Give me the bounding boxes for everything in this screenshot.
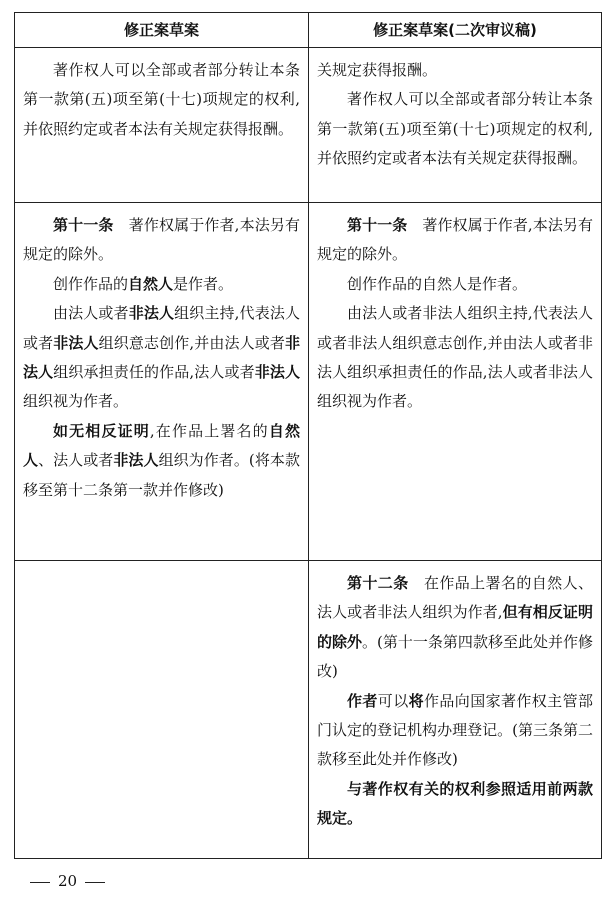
text-run: 可以 <box>377 691 409 710</box>
header-col-second-review: 修正案草案(二次审议稿) <box>309 13 602 48</box>
bold-run: 但有相反证明的除外 <box>317 603 593 651</box>
text-run: 。(第十一条第四款移至此处并作修改) <box>317 632 593 681</box>
bold-run: 如无相反证明 <box>53 421 150 440</box>
bold-run: 非法人 <box>53 333 99 352</box>
paragraph: 创作作品的自然人是作者。 <box>347 274 528 293</box>
article-text: 著作权属于作者,本法另有规定的除外。 <box>317 216 593 264</box>
text-run: 、法人或者 <box>38 451 114 470</box>
row3-left-cell-empty <box>15 561 309 859</box>
bold-run: 非法人 <box>23 333 300 382</box>
text-run: 组织意志创作,并由法人或者 <box>98 333 285 352</box>
header-row <box>15 13 602 48</box>
row1-left-paragraph: 著作权人可以全部或者部分转让本条第一款第(五)项至第(十七)项规定的权利,并依照约定或者本法有关规定获得报酬。 <box>23 61 300 138</box>
footer-dash-left <box>30 882 50 883</box>
text-run: 组织主持,代表法人或者 <box>23 304 300 352</box>
paragraph <box>317 775 593 834</box>
row1-right-paragraph: 著作权人可以全部或者部分转让本条第一款第(五)项至第(十七)项规定的权利,并依照约定或者本法有关规定获得报酬。 <box>317 90 593 168</box>
table-row <box>15 48 602 203</box>
article-label: 第十一条 <box>53 216 114 234</box>
article-12-paragraph <box>317 569 593 687</box>
comparison-table <box>14 12 602 859</box>
row2-right-cell <box>309 203 602 561</box>
row3-right-cell <box>309 561 602 859</box>
text-run: 组织视为作者。 <box>23 392 129 411</box>
bold-run: 非法人 <box>254 363 300 382</box>
paragraph <box>23 299 300 417</box>
article-text: 著作权属于作者,本法另有规定的除外。 <box>23 216 300 264</box>
bold-run: 自然人 <box>23 421 300 470</box>
text-run: 创作作品的 <box>53 274 129 293</box>
text-run: 作品向国家著作权主管部门认定的登记机构办理登记。(第三条第二款移至此处并作修改) <box>317 691 593 769</box>
row1-right-cell <box>309 48 602 203</box>
page-number: 20 <box>58 872 78 890</box>
row1-right-continuation: 关规定获得报酬。 <box>317 61 438 79</box>
bold-run: 非法人 <box>113 451 159 470</box>
text-run: 组织承担责任的作品,法人或者 <box>53 363 255 382</box>
paragraph <box>23 417 300 505</box>
text-run: 组织为作者。(将本款移至第十二条第一款并作修改) <box>23 451 300 499</box>
article-label: 第十二条 <box>347 574 409 592</box>
bold-run: 作者 <box>347 691 378 710</box>
bold-run: 自然人 <box>128 274 174 293</box>
paragraph: 由法人或者非法人组织主持,代表法人或者非法人组织意志创作,并由法人或者非法人组织承担责任的作品,法人或者非法人组织视为作者。 <box>317 304 593 411</box>
row1-left-cell <box>15 48 309 203</box>
text-run: ,在作品上署名的 <box>149 421 269 440</box>
text-run: 在作品上署名的自然人、法人或者非法人组织为作者, <box>317 574 593 622</box>
paragraph <box>23 270 300 299</box>
text-run: 由法人或者 <box>53 304 129 323</box>
footer-dash-right <box>85 882 105 883</box>
bold-run: 与著作权有关的权利参照适用前两款规定。 <box>317 779 593 828</box>
article-11-paragraph <box>317 211 593 270</box>
article-11-paragraph <box>23 211 300 270</box>
article-label: 第十一条 <box>347 216 408 234</box>
table-row <box>15 561 602 859</box>
page-footer <box>22 872 113 890</box>
bold-run: 非法人 <box>128 304 175 323</box>
bold-run: 将 <box>408 691 424 710</box>
paragraph <box>317 687 593 775</box>
row2-left-cell <box>15 203 309 561</box>
table-row <box>15 203 602 561</box>
header-col-draft: 修正案草案 <box>15 13 309 48</box>
text-run: 是作者。 <box>173 274 234 293</box>
